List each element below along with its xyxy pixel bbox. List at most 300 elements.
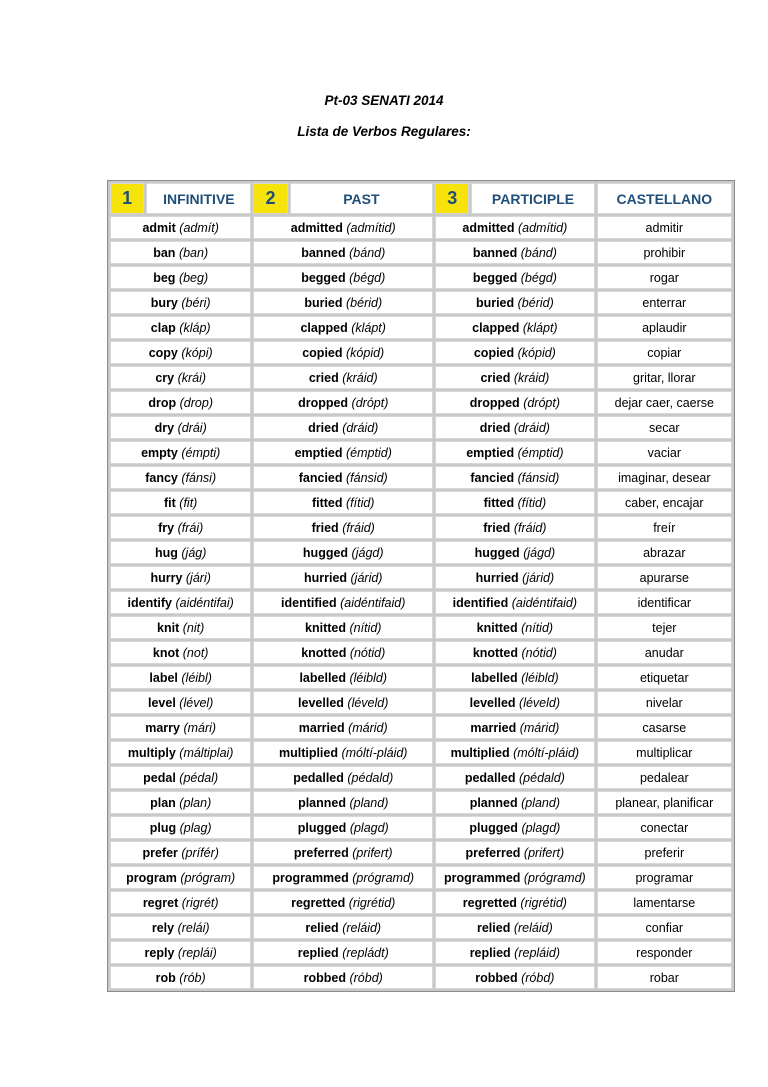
table-row: [110, 716, 732, 739]
verb-word: knit: [157, 620, 180, 635]
past-cell: [253, 516, 433, 539]
table-row: [110, 591, 732, 614]
table-row: [110, 516, 732, 539]
verb-word: multiply: [127, 745, 176, 760]
table-row: [110, 366, 732, 389]
participle-cell: [435, 441, 595, 464]
pronunciation: (repládt): [342, 945, 389, 960]
verb-word: beg: [153, 270, 176, 285]
table-row: [110, 491, 732, 514]
past-cell: [253, 366, 433, 389]
document-subtitle: Lista de Verbos Regulares:: [297, 124, 471, 139]
verb-word: fitted: [483, 495, 515, 510]
participle-cell: [435, 566, 595, 589]
verb-word: admit: [142, 220, 176, 235]
verb-word: copy: [148, 345, 178, 360]
infinitive-cell: [110, 766, 251, 789]
verb-word: clap: [150, 320, 176, 335]
table-row: [110, 316, 732, 339]
verb-word: banned: [301, 245, 346, 260]
castellano-cell: preferir: [597, 841, 732, 864]
pronunciation: (jág): [181, 545, 207, 560]
table-row: [110, 616, 732, 639]
verb-word: dried: [479, 420, 511, 435]
pronunciation: (plan): [179, 795, 212, 810]
castellano-cell: nivelar: [597, 691, 732, 714]
verb-word: cried: [308, 370, 339, 385]
table-row: [110, 566, 732, 589]
participle-cell: [435, 816, 595, 839]
castellano-cell: admitir: [597, 216, 732, 239]
table-row: [110, 916, 732, 939]
pronunciation: (nótid): [521, 645, 557, 660]
verb-word: begged: [472, 270, 518, 285]
pronunciation: (klápt): [351, 320, 386, 335]
participle-cell: [435, 216, 595, 239]
pronunciation: (jágd): [523, 545, 556, 560]
past-cell: [253, 641, 433, 664]
verb-word: levelled: [469, 695, 516, 710]
verb-word: knitted: [305, 620, 346, 635]
participle-cell: [435, 941, 595, 964]
table-row: [110, 641, 732, 664]
pronunciation: (admítid): [346, 220, 396, 235]
pronunciation: (róbd): [349, 970, 383, 985]
table-row: [110, 291, 732, 314]
verb-word: replied: [297, 945, 339, 960]
pronunciation: (drópt): [523, 395, 561, 410]
pronunciation: (relái): [177, 920, 210, 935]
infinitive-cell: [110, 616, 251, 639]
pronunciation: (fráid): [342, 520, 375, 535]
pronunciation: (prífér): [181, 845, 219, 860]
past-cell: [253, 316, 433, 339]
verb-word: copied: [473, 345, 515, 360]
verb-word: robbed: [303, 970, 346, 985]
verb-word: regretted: [462, 895, 517, 910]
verb-word: hurried: [475, 570, 519, 585]
verb-word: plugged: [297, 820, 347, 835]
verb-word: relied: [476, 920, 511, 935]
verb-word: dried: [308, 420, 339, 435]
castellano-cell: caber, encajar: [597, 491, 732, 514]
pronunciation: (béri): [181, 295, 211, 310]
participle-cell: [435, 691, 595, 714]
pronunciation: (reláid): [513, 920, 553, 935]
past-cell: [253, 541, 433, 564]
verb-word: admitted: [462, 220, 515, 235]
column-number-3: 3: [435, 183, 469, 214]
pronunciation: (fráid): [513, 520, 547, 535]
verb-word: fried: [483, 520, 511, 535]
verb-word: pedalled: [293, 770, 344, 785]
table-row: [110, 466, 732, 489]
infinitive-cell: [110, 541, 251, 564]
verb-word: fry: [158, 520, 175, 535]
infinitive-cell: [110, 416, 251, 439]
castellano-cell: abrazar: [597, 541, 732, 564]
pronunciation: (bánd): [520, 245, 557, 260]
participle-cell: [435, 491, 595, 514]
verb-word: identify: [127, 595, 172, 610]
participle-cell: [435, 766, 595, 789]
verb-word: fit: [164, 495, 176, 510]
verb-word: knotted: [472, 645, 518, 660]
castellano-cell: copiar: [597, 341, 732, 364]
castellano-cell: confiar: [597, 916, 732, 939]
infinitive-cell: [110, 291, 251, 314]
table-row: [110, 741, 732, 764]
castellano-cell: identificar: [597, 591, 732, 614]
pronunciation: (máltiplai): [179, 745, 234, 760]
verb-word: copied: [302, 345, 343, 360]
infinitive-cell: [110, 316, 251, 339]
verb-word: clapped: [472, 320, 520, 335]
pronunciation: (reláid): [342, 920, 382, 935]
verb-word: identified: [281, 595, 337, 610]
column-number-1: 1: [110, 183, 144, 214]
header-castellano: CASTELLANO: [597, 183, 732, 214]
pronunciation: (plag): [179, 820, 212, 835]
pronunciation: (fítid): [346, 495, 375, 510]
castellano-cell: lamentarse: [597, 891, 732, 914]
verb-word: dropped: [298, 395, 349, 410]
infinitive-cell: [110, 641, 251, 664]
pronunciation: (rigrét): [181, 895, 219, 910]
verb-word: relied: [305, 920, 339, 935]
verb-word: programmed: [444, 870, 521, 885]
verb-word: emptied: [466, 445, 515, 460]
verb-word: multiplied: [450, 745, 510, 760]
infinitive-cell: [110, 816, 251, 839]
past-cell: [253, 391, 433, 414]
pronunciation: (drópt): [351, 395, 389, 410]
verb-word: preferred: [293, 845, 349, 860]
table-row: [110, 341, 732, 364]
infinitive-cell: [110, 591, 251, 614]
participle-cell: [435, 791, 595, 814]
verb-word: plug: [149, 820, 177, 835]
castellano-cell: tejer: [597, 616, 732, 639]
verb-word: identified: [452, 595, 509, 610]
castellano-cell: enterrar: [597, 291, 732, 314]
table-row: [110, 841, 732, 864]
castellano-cell: freír: [597, 516, 732, 539]
castellano-cell: apurarse: [597, 566, 732, 589]
past-cell: [253, 791, 433, 814]
participle-cell: [435, 316, 595, 339]
infinitive-cell: [110, 366, 251, 389]
verb-word: fancy: [145, 470, 178, 485]
verb-word: level: [148, 695, 176, 710]
participle-cell: [435, 866, 595, 889]
table-row: [110, 766, 732, 789]
pronunciation: (kópid): [517, 345, 556, 360]
verb-word: robbed: [475, 970, 518, 985]
participle-cell: [435, 741, 595, 764]
pronunciation: (pédald): [519, 770, 565, 785]
verb-word: planned: [298, 795, 346, 810]
verb-word: regret: [142, 895, 179, 910]
header-past: PAST: [290, 183, 433, 214]
verb-word: fancied: [298, 470, 343, 485]
past-cell: [253, 616, 433, 639]
verb-word: begged: [301, 270, 346, 285]
verb-word: preferred: [465, 845, 521, 860]
participle-cell: [435, 291, 595, 314]
verb-word: pedalled: [464, 770, 516, 785]
table-row: [110, 266, 732, 289]
verb-word: dry: [154, 420, 175, 435]
pronunciation: (pédald): [347, 770, 394, 785]
verb-word: banned: [472, 245, 518, 260]
verb-word: plan: [150, 795, 176, 810]
verb-word: regretted: [291, 895, 346, 910]
pronunciation: (móltí-pláid): [341, 745, 408, 760]
pronunciation: (ban): [178, 245, 209, 260]
verb-word: empty: [141, 445, 178, 460]
infinitive-cell: [110, 491, 251, 514]
infinitive-cell: [110, 216, 251, 239]
pronunciation: (jágd): [351, 545, 384, 560]
table-row: [110, 241, 732, 264]
pronunciation: (dráid): [342, 420, 379, 435]
table-row: [110, 966, 732, 989]
participle-cell: [435, 341, 595, 364]
castellano-cell: gritar, llorar: [597, 366, 732, 389]
pronunciation: (prifert): [523, 845, 565, 860]
pronunciation: (nótid): [349, 645, 386, 660]
past-cell: [253, 591, 433, 614]
past-cell: [253, 741, 433, 764]
infinitive-cell: [110, 741, 251, 764]
verb-word: fancied: [470, 470, 515, 485]
pronunciation: (fánsi): [181, 470, 217, 485]
pronunciation: (jári): [185, 570, 211, 585]
past-cell: [253, 891, 433, 914]
infinitive-cell: [110, 941, 251, 964]
past-cell: [253, 941, 433, 964]
verb-word: replied: [469, 945, 511, 960]
verb-word: dropped: [469, 395, 520, 410]
pronunciation: (kráid): [342, 370, 378, 385]
verb-word: reply: [144, 945, 175, 960]
verb-word: admitted: [290, 220, 343, 235]
verb-word: planned: [469, 795, 518, 810]
pronunciation: (móltí-pláid): [513, 745, 580, 760]
pronunciation: (émptid): [517, 445, 564, 460]
pronunciation: (aidéntifaid): [340, 595, 406, 610]
verb-word: rely: [151, 920, 175, 935]
pronunciation: (prógram): [180, 870, 236, 885]
verb-word: prefer: [142, 845, 178, 860]
verb-word: program: [126, 870, 177, 885]
castellano-cell: aplaudir: [597, 316, 732, 339]
table-row: [110, 791, 732, 814]
past-cell: [253, 966, 433, 989]
past-cell: [253, 491, 433, 514]
header-infinitive: INFINITIVE: [146, 183, 251, 214]
pronunciation: (émptid): [346, 445, 392, 460]
participle-cell: [435, 466, 595, 489]
pronunciation: (léibl): [181, 670, 212, 685]
verb-word: hurry: [150, 570, 183, 585]
pronunciation: (kláp): [179, 320, 211, 335]
infinitive-cell: [110, 916, 251, 939]
verb-word: married: [470, 720, 517, 735]
pronunciation: (bánd): [349, 245, 386, 260]
participle-cell: [435, 716, 595, 739]
participle-cell: [435, 966, 595, 989]
castellano-cell: dejar caer, caerse: [597, 391, 732, 414]
table-row: [110, 866, 732, 889]
past-cell: [253, 466, 433, 489]
verb-word: hugged: [302, 545, 349, 560]
participle-cell: [435, 541, 595, 564]
castellano-cell: anudar: [597, 641, 732, 664]
verbs-table: [107, 180, 735, 992]
infinitive-cell: [110, 791, 251, 814]
verb-word: buried: [304, 295, 343, 310]
table-row: [110, 441, 732, 464]
pronunciation: (léveld): [347, 695, 389, 710]
pronunciation: (plagd): [349, 820, 389, 835]
infinitive-cell: [110, 241, 251, 264]
pronunciation: (drái): [177, 420, 207, 435]
verb-word: ban: [153, 245, 176, 260]
verb-word: knotted: [301, 645, 347, 660]
past-cell: [253, 841, 433, 864]
pronunciation: (replái): [177, 945, 217, 960]
participle-cell: [435, 666, 595, 689]
pronunciation: (plagd): [521, 820, 561, 835]
pronunciation: (járid): [350, 570, 383, 585]
castellano-cell: programar: [597, 866, 732, 889]
table-row: [110, 391, 732, 414]
participle-cell: [435, 516, 595, 539]
verb-word: labelled: [471, 670, 518, 685]
table-row: [110, 216, 732, 239]
castellano-cell: imaginar, desear: [597, 466, 732, 489]
column-number-2: 2: [253, 183, 287, 214]
infinitive-cell: [110, 666, 251, 689]
castellano-cell: secar: [597, 416, 732, 439]
verb-word: plugged: [469, 820, 518, 835]
pronunciation: (fánsid): [517, 470, 560, 485]
verb-word: pedal: [143, 770, 176, 785]
participle-cell: [435, 891, 595, 914]
infinitive-cell: [110, 466, 251, 489]
participle-cell: [435, 391, 595, 414]
pronunciation: (fánsid): [346, 470, 388, 485]
pronunciation: (kópi): [181, 345, 213, 360]
pronunciation: (rigrétid): [520, 895, 567, 910]
table-row: [110, 416, 732, 439]
verb-word: programmed: [272, 870, 349, 885]
castellano-cell: planear, planificar: [597, 791, 732, 814]
past-cell: [253, 291, 433, 314]
verb-word: hug: [154, 545, 178, 560]
castellano-cell: vaciar: [597, 441, 732, 464]
verb-word: hurried: [303, 570, 348, 585]
pronunciation: (fit): [179, 495, 198, 510]
infinitive-cell: [110, 516, 251, 539]
pronunciation: (bérid): [346, 295, 383, 310]
table-row: [110, 541, 732, 564]
pronunciation: (frái): [177, 520, 204, 535]
pronunciation: (nit): [182, 620, 205, 635]
pronunciation: (mári): [183, 720, 217, 735]
infinitive-cell: [110, 841, 251, 864]
table-row: [110, 816, 732, 839]
verb-word: buried: [475, 295, 515, 310]
pronunciation: (kópid): [346, 345, 385, 360]
past-cell: [253, 216, 433, 239]
verb-word: levelled: [298, 695, 344, 710]
infinitive-cell: [110, 691, 251, 714]
verb-word: clapped: [300, 320, 348, 335]
infinitive-cell: [110, 866, 251, 889]
pronunciation: (aidéntifaid): [511, 595, 578, 610]
verb-word: knitted: [476, 620, 518, 635]
pronunciation: (beg): [178, 270, 209, 285]
verb-word: knot: [152, 645, 180, 660]
pronunciation: (krái): [177, 370, 207, 385]
past-cell: [253, 766, 433, 789]
pronunciation: (róbd): [521, 970, 555, 985]
pronunciation: (fítid): [517, 495, 547, 510]
past-cell: [253, 691, 433, 714]
pronunciation: (léibld): [521, 670, 559, 685]
verb-word: fried: [311, 520, 339, 535]
castellano-cell: pedalear: [597, 766, 732, 789]
table-header-row: [110, 183, 732, 214]
infinitive-cell: [110, 891, 251, 914]
pronunciation: (pland): [349, 795, 389, 810]
pronunciation: (bégd): [349, 270, 386, 285]
pronunciation: (klápt): [522, 320, 558, 335]
pronunciation: (prifert): [352, 845, 393, 860]
pronunciation: (rób): [179, 970, 206, 985]
participle-cell: [435, 641, 595, 664]
pronunciation: (járid): [522, 570, 555, 585]
pronunciation: (márid): [519, 720, 560, 735]
verb-word: labelled: [299, 670, 346, 685]
verb-word: label: [149, 670, 178, 685]
castellano-cell: robar: [597, 966, 732, 989]
castellano-cell: rogar: [597, 266, 732, 289]
castellano-cell: etiquetar: [597, 666, 732, 689]
pronunciation: (not): [182, 645, 209, 660]
pronunciation: (admít): [179, 220, 219, 235]
past-cell: [253, 866, 433, 889]
infinitive-cell: [110, 566, 251, 589]
infinitive-cell: [110, 391, 251, 414]
table-body: [110, 216, 732, 989]
document-title: Pt-03 SENATI 2014: [324, 93, 444, 108]
castellano-cell: conectar: [597, 816, 732, 839]
pronunciation: (lével): [179, 695, 214, 710]
pronunciation: (dráid): [513, 420, 550, 435]
pronunciation: (nítid): [521, 620, 554, 635]
participle-cell: [435, 241, 595, 264]
header-participle: PARTICIPLE: [471, 183, 594, 214]
past-cell: [253, 666, 433, 689]
pronunciation: (aidéntifai): [175, 595, 234, 610]
pronunciation: (nítid): [349, 620, 382, 635]
participle-cell: [435, 591, 595, 614]
past-cell: [253, 716, 433, 739]
